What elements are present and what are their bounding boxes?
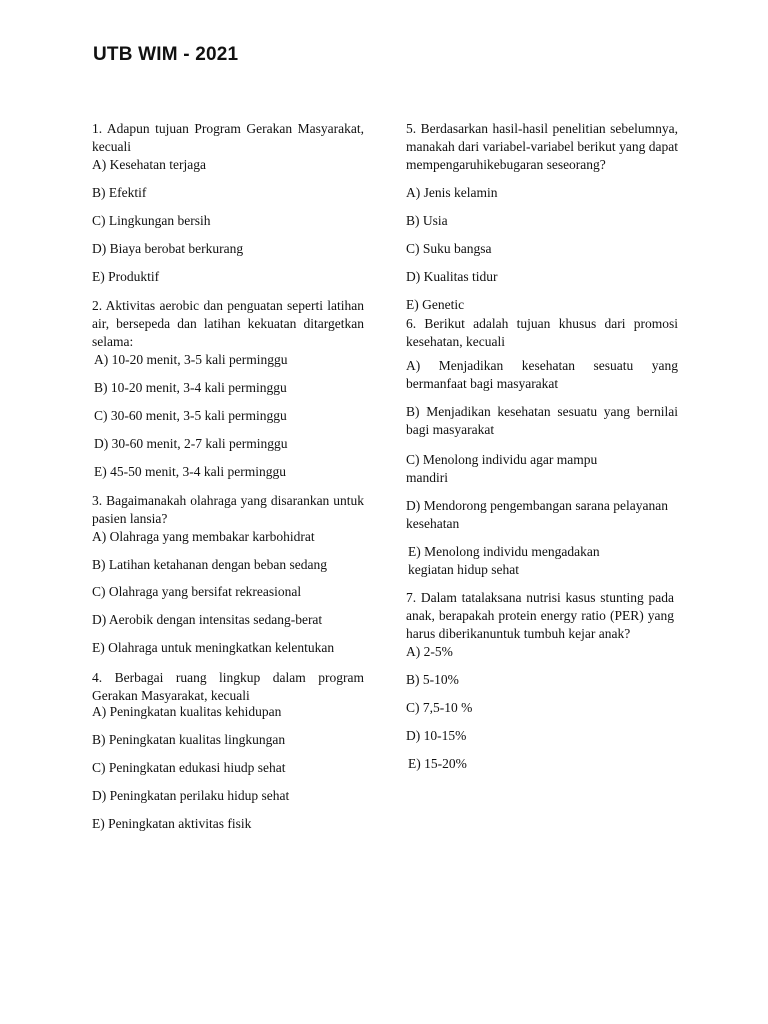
question-7-option-b: B) 5-10%	[406, 672, 459, 687]
question-3-option-d: D) Aerobik dengan intensitas sedang-berat	[92, 612, 323, 627]
question-2-option-e: E) 45-50 menit, 3-4 kali perminggu	[94, 464, 286, 479]
question-4-option-b: B) Peningkatan kualitas lingkungan	[92, 732, 286, 747]
left-column	[92, 120, 364, 833]
question-2-option-d: D) 30-60 menit, 2-7 kali perminggu	[94, 436, 288, 451]
question-7-option-c: C) 7,5-10 %	[406, 700, 473, 715]
question-2-stem: 2. Aktivitas aerobic dan penguatan seperti latihan air, bersepeda dan latihan kekuatan ditargetkan selama:	[92, 298, 364, 349]
question-6-option-e: E) Menolong individu mengadakan kegiatan hidup sehat	[408, 544, 600, 577]
question-2-option-a: A) 10-20 menit, 3-5 kali perminggu	[94, 352, 288, 367]
question-2-option-c: C) 30-60 menit, 3-5 kali perminggu	[94, 408, 287, 423]
question-6-option-d: D) Mendorong pengembangan sarana pelayanan kesehatan	[406, 498, 668, 531]
question-1-option-c: C) Lingkungan bersih	[92, 213, 211, 228]
question-7-option-d: D) 10-15%	[406, 728, 467, 743]
question-2-option-b: B) 10-20 menit, 3-4 kali perminggu	[94, 380, 287, 395]
question-7-option-a: A) 2-5%	[406, 644, 453, 659]
question-4-option-d: D) Peningkatan perilaku hidup sehat	[92, 788, 290, 803]
question-4-option-e: E) Peningkatan aktivitas fisik	[92, 816, 252, 831]
question-5-stem: 5. Berdasarkan hasil-hasil penelitian sebelumnya, manakah dari variabel-variabel berikut yang dapat mempengaruhikebugaran seseorang?	[406, 121, 678, 172]
question-1-stem: 1. Adapun tujuan Program Gerakan Masyarakat, kecuali	[92, 121, 364, 154]
question-5-option-b: B) Usia	[406, 213, 448, 228]
question-1-option-d: D) Biaya berobat berkurang	[92, 241, 244, 256]
question-7-stem: 7. Dalam tatalaksana nutrisi kasus stunting pada anak, berapakah protein energy ratio (PER) yang harus diberikanuntuk tumbuh kejar anak?	[406, 590, 674, 641]
question-4-stem: 4. Berbagai ruang lingkup dalam program Gerakan Masyarakat, kecuali	[92, 670, 364, 703]
right-column	[406, 120, 678, 773]
question-3-option-e: E) Olahraga untuk meningkatkan kelentukan	[92, 640, 335, 655]
question-3-option-b: B) Latihan ketahanan dengan beban sedang	[92, 557, 328, 572]
question-4-option-c: C) Peningkatan edukasi hiudp sehat	[92, 760, 286, 775]
question-5-option-e: E) Genetic	[406, 297, 465, 312]
question-6-option-a: A) Menjadikan kesehatan sesuatu yang bermanfaat bagi masyarakat	[406, 358, 678, 391]
page-title: UTB WIM - 2021	[93, 44, 239, 65]
question-6-option-b: B) Menjadikan kesehatan sesuatu yang bernilai bagi masyarakat	[406, 404, 678, 437]
question-6-option-c: C) Menolong individu agar mampu mandiri	[406, 452, 598, 485]
question-5-option-d: D) Kualitas tidur	[406, 269, 498, 284]
question-3-option-a: A) Olahraga yang membakar karbohidrat	[92, 529, 315, 544]
question-1-option-e: E) Produktif	[92, 269, 160, 284]
question-1-option-b: B) Efektif	[92, 185, 147, 200]
question-4-option-a: A) Peningkatan kualitas kehidupan	[92, 704, 282, 719]
question-5-option-a: A) Jenis kelamin	[406, 185, 498, 200]
question-5-option-c: C) Suku bangsa	[406, 241, 492, 256]
question-3-stem: 3. Bagaimanakah olahraga yang disarankan untuk pasien lansia?	[92, 493, 364, 526]
question-6-stem: 6. Berikut adalah tujuan khusus dari promosi kesehatan, kecuali	[406, 316, 678, 349]
question-7-option-e: E) 15-20%	[408, 756, 467, 771]
question-1-option-a: A) Kesehatan terjaga	[92, 157, 206, 172]
question-3-option-c: C) Olahraga yang bersifat rekreasional	[92, 584, 302, 599]
